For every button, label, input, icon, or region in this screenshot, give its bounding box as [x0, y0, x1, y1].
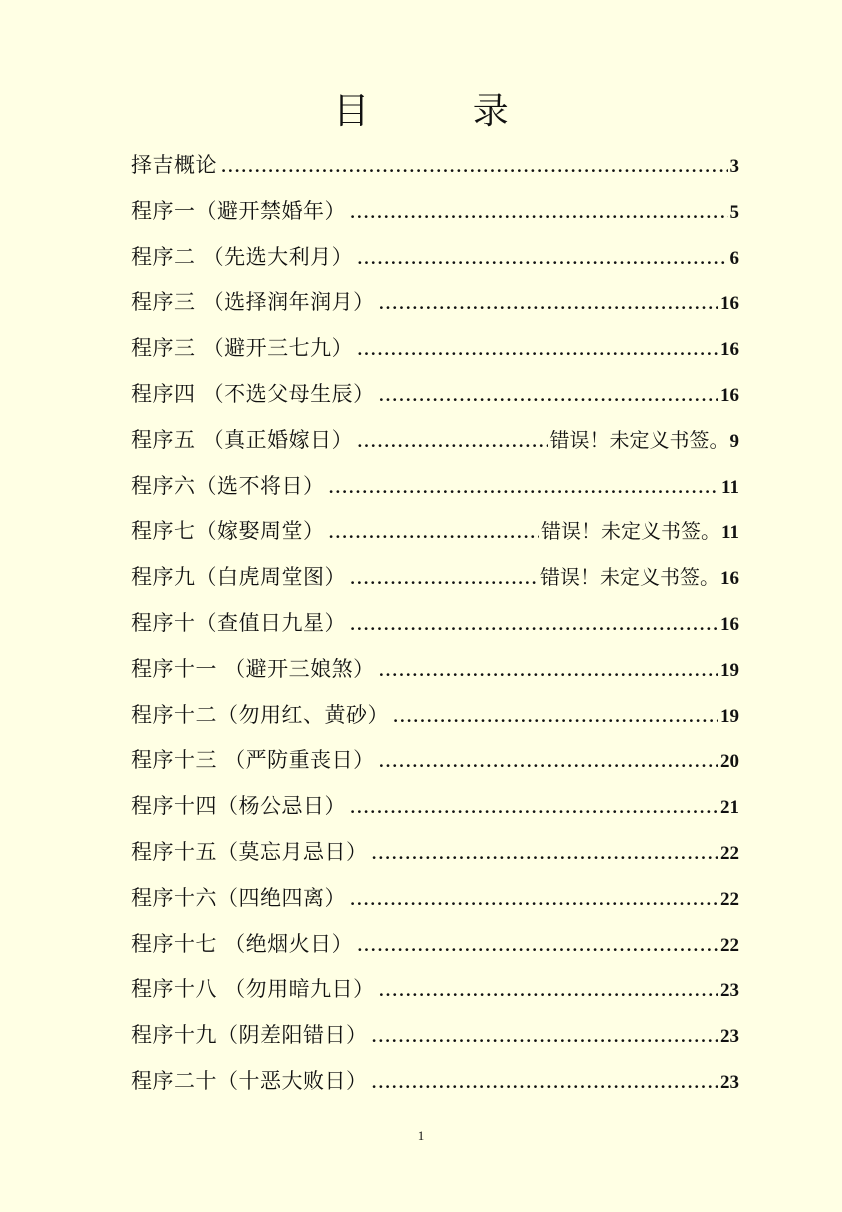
- toc-entry-label: 程序四 （不选父母生辰）: [131, 381, 375, 406]
- dot-leader: [350, 603, 718, 647]
- dot-leader: [357, 328, 718, 372]
- toc-entry-page: 6: [729, 247, 739, 269]
- toc-entry[interactable]: [131, 876, 739, 922]
- toc-entry-label: 程序五 （真正婚嫁日）: [131, 427, 354, 452]
- toc-entry-label: 程序十四（杨公忌日）: [131, 794, 346, 819]
- toc-entry[interactable]: [131, 830, 739, 876]
- dot-leader: [372, 832, 719, 876]
- toc-entry-label: 程序一（避开禁婚年）: [131, 198, 346, 223]
- toc-entry[interactable]: [131, 601, 739, 647]
- dot-leader: [379, 282, 718, 326]
- dot-leader: [379, 374, 718, 418]
- toc-entry-label: 程序十二（勿用红、黄砂）: [131, 702, 389, 727]
- toc-entry[interactable]: [131, 922, 739, 968]
- toc-entry[interactable]: [131, 784, 739, 830]
- dot-leader: [393, 695, 718, 739]
- dot-leader: [221, 145, 728, 189]
- toc-entry-label: 择吉概论: [131, 153, 217, 177]
- toc-entry-page: 23: [720, 1026, 739, 1048]
- toc-entry-page: 11: [721, 476, 739, 498]
- toc-entry[interactable]: [131, 647, 739, 693]
- dot-leader: [357, 237, 727, 281]
- dot-leader: [379, 969, 718, 1013]
- dot-leader: [357, 924, 718, 968]
- toc-entry-label: 程序十九（阴差阳错日）: [131, 1023, 368, 1048]
- toc-entry-label: 程序十一 （避开三娘煞）: [131, 656, 375, 681]
- dot-leader: [372, 1061, 719, 1105]
- dot-leader: [379, 649, 718, 693]
- toc-entry-label: 程序十三 （严防重丧日）: [131, 748, 375, 773]
- toc-entry[interactable]: [131, 235, 739, 281]
- page-number: 1: [417, 1128, 425, 1143]
- toc-entry-label: 程序七（嫁娶周堂）: [131, 519, 325, 544]
- toc-entry[interactable]: [131, 555, 739, 601]
- toc-entry-page: 21: [720, 797, 739, 819]
- toc-entry[interactable]: [131, 418, 739, 464]
- toc-entry-label: 程序三 （避开三七九）: [131, 336, 354, 361]
- toc-entry[interactable]: [131, 693, 739, 739]
- toc-entry[interactable]: [131, 1013, 739, 1059]
- dot-leader: [350, 786, 718, 830]
- toc-entry-page: 19: [720, 705, 739, 727]
- toc-entry-page: 16: [720, 339, 739, 361]
- toc-entry[interactable]: [131, 464, 739, 510]
- toc-entry-label: 程序二十（十恶大败日）: [131, 1068, 368, 1093]
- toc-entry[interactable]: [131, 143, 739, 189]
- dot-leader: [350, 878, 718, 922]
- toc-entry-note: 错误！未定义书签。: [540, 565, 720, 590]
- toc-entry-page: 16: [720, 613, 739, 635]
- toc-entry-note: 错误！未定义书签。: [549, 427, 730, 452]
- toc-entry-label: 程序十（查值日九星）: [131, 610, 346, 635]
- toc-entry-page: 23: [720, 980, 739, 1002]
- toc-entry[interactable]: [131, 189, 739, 235]
- toc-entry-page: 3: [729, 156, 739, 177]
- dot-leader: [350, 557, 538, 601]
- dot-leader: [372, 1015, 719, 1059]
- toc-entry[interactable]: [131, 509, 739, 555]
- toc-entry[interactable]: [131, 738, 739, 784]
- toc-entry-page: 22: [720, 934, 739, 956]
- toc-entry-note: 错误！未定义书签。: [541, 519, 722, 544]
- toc-entry[interactable]: [131, 326, 739, 372]
- dot-leader: [350, 191, 728, 235]
- toc-entry-label: 程序九（白虎周堂图）: [131, 565, 346, 590]
- toc-entry-label: 程序十八 （勿用暗九日）: [131, 977, 375, 1002]
- toc-entry[interactable]: [131, 967, 739, 1013]
- dot-leader: [329, 466, 720, 510]
- toc-entry-page: 20: [720, 751, 739, 773]
- toc-entry-label: 程序十七 （绝烟火日）: [131, 931, 354, 956]
- toc-entry-label: 程序十六（四绝四离）: [131, 885, 346, 910]
- toc-entry-label: 程序十五（莫忘月忌日）: [131, 839, 368, 864]
- toc-entry-label: 程序二 （先选大利月）: [131, 244, 354, 269]
- dot-leader: [329, 511, 540, 555]
- toc-entry-page: 11: [721, 522, 739, 544]
- toc-entry[interactable]: [131, 1059, 739, 1105]
- toc-entry-label: 程序三 （选择润年润月）: [131, 290, 375, 315]
- table-of-contents: [131, 143, 739, 1105]
- toc-entry[interactable]: [131, 280, 739, 326]
- dot-leader: [379, 740, 718, 784]
- dot-leader: [357, 420, 547, 464]
- toc-entry-page: 19: [720, 659, 739, 681]
- toc-entry-page: 16: [720, 384, 739, 406]
- toc-title: 目 录: [333, 91, 555, 132]
- toc-entry-page: 9: [729, 430, 739, 452]
- toc-entry-page: 16: [720, 293, 739, 315]
- toc-entry-page: 16: [720, 568, 739, 590]
- toc-entry-page: 5: [729, 201, 739, 223]
- toc-entry-label: 程序六（选不将日）: [131, 473, 325, 498]
- toc-entry[interactable]: [131, 372, 739, 418]
- toc-entry-page: 22: [720, 888, 739, 910]
- toc-entry-page: 22: [720, 842, 739, 864]
- toc-entry-page: 23: [720, 1071, 739, 1093]
